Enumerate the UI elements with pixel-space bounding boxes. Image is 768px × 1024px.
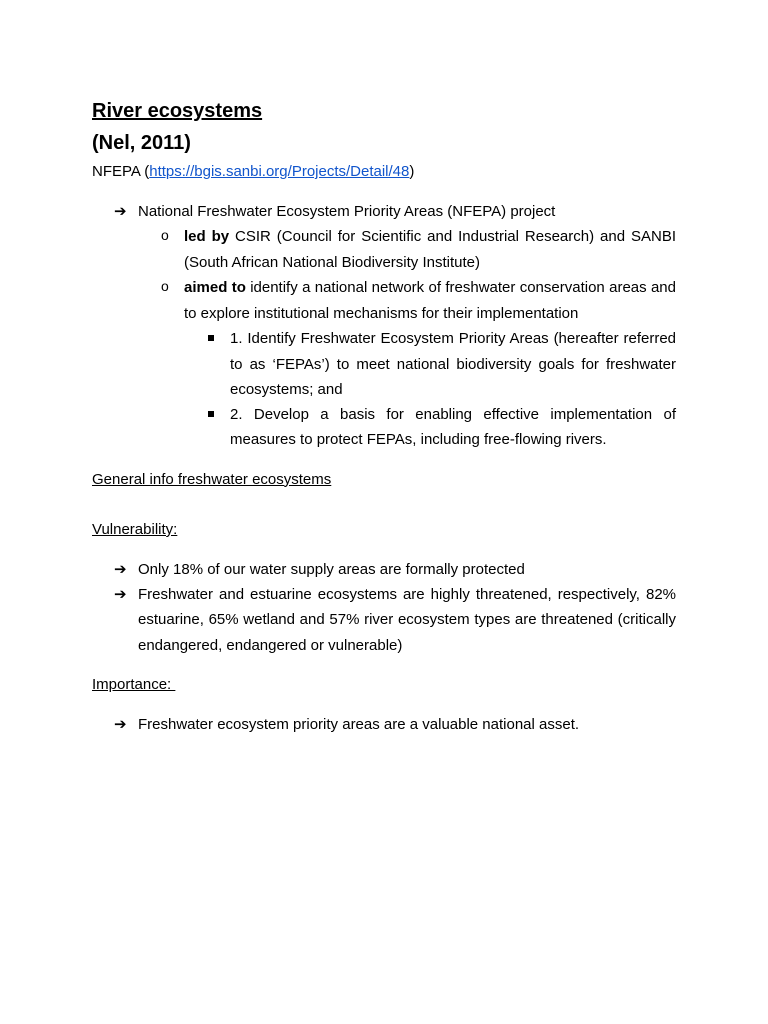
goal-text: 2. Develop a basis for enabling effective implementation of measures to protect FEPAs, including free-flowing rivers.	[230, 406, 676, 449]
list-item	[92, 557, 676, 582]
document-page	[92, 96, 676, 737]
list-item	[92, 402, 676, 453]
square-bullet-icon	[208, 411, 214, 417]
aimed-to-label: aimed to	[184, 279, 246, 297]
importance-heading: Importance:	[92, 675, 176, 693]
page-title: River ecosystems	[92, 100, 263, 122]
nfepa-line	[92, 159, 676, 184]
arrow-right-icon: ➔	[114, 715, 127, 733]
vulnerability-text: Freshwater and estuarine ecosystems are highly threatened, respectively, 82% estuarine, 65% wetland and 57% river ecosystem types are threatened (critically endangered, endangered or vulnerable)	[138, 586, 676, 654]
vulnerability-text: Only 18% of our water supply areas are formally protected	[138, 560, 525, 578]
nfepa-prefix: NFEPA (	[92, 163, 150, 180]
led-by-text: CSIR (Council for Scientific and Industrial Research) and SANBI (South African National Biodiversity Institute)	[184, 228, 676, 271]
project-details-list	[92, 224, 676, 326]
nfepa-link[interactable]: https://bgis.sanbi.org/Projects/Detail/48	[149, 163, 410, 180]
list-item	[92, 275, 676, 326]
list-item	[92, 326, 676, 402]
vulnerability-heading: Vulnerability:	[92, 520, 178, 538]
led-by-label: led by	[184, 228, 230, 246]
circle-bullet-icon: o	[161, 227, 169, 244]
list-item	[92, 199, 676, 224]
general-info-heading: General info freshwater ecosystems	[92, 470, 332, 488]
square-bullet-icon	[208, 335, 214, 341]
goal-text: 1. Identify Freshwater Ecosystem Priority Areas (hereafter referred to as ‘FEPAs’) to meet national biodiversity goals for freshwater ecosystems; and	[230, 330, 676, 398]
aimed-to-text: identify a national network of freshwater conservation areas and to explore institutional mechanisms for their implementation	[184, 279, 676, 322]
page-subtitle: (Nel, 2011)	[92, 132, 191, 154]
importance-list	[92, 712, 676, 737]
vulnerability-list	[92, 557, 676, 658]
arrow-right-icon: ➔	[114, 560, 127, 578]
arrow-right-icon: ➔	[114, 203, 127, 220]
circle-bullet-icon: o	[161, 278, 169, 295]
arrow-right-icon: ➔	[114, 586, 127, 604]
project-text: National Freshwater Ecosystem Priority Areas (NFEPA) project	[138, 203, 556, 220]
goals-list	[92, 326, 676, 452]
importance-text: Freshwater ecosystem priority areas are a valuable national asset.	[138, 715, 580, 733]
list-item	[92, 224, 676, 275]
list-item	[92, 582, 676, 658]
list-item	[92, 712, 676, 737]
nfepa-suffix: )	[409, 163, 415, 180]
project-list	[92, 199, 676, 224]
